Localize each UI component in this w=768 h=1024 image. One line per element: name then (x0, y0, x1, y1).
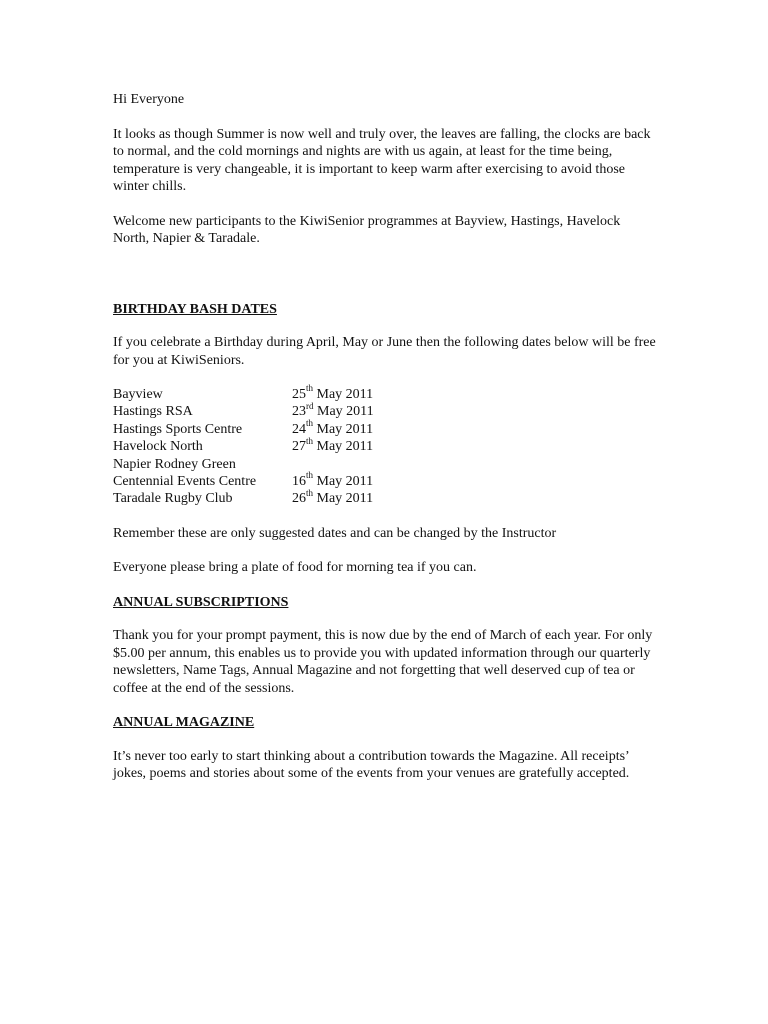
venue-name: Bayview (113, 387, 163, 402)
instructor-note: Remember these are only suggested dates and can be changed by the Instructor (113, 525, 557, 541)
venue-date: 27th May 2011 (292, 435, 374, 455)
morning-tea-note: Everyone please bring a plate of food for morning tea if you can. (113, 560, 477, 576)
subscriptions-body: Thank you for your prompt payment, this is now due by the end of March of each year. For only $5.00 per annum, this enables us to provide you with updated information through our quarterly newsletters, Name Tags, Annual Magazine and not forgetting that well deserved cup of tea or coffee at the end of the sessions. (113, 628, 653, 696)
birthday-intro: If you celebrate a Birthday during April, May or June then the following dates below will be free for you at KiwiSeniors. (113, 335, 656, 368)
venue-date: 16th May 2011 (292, 470, 374, 489)
date-row (113, 470, 658, 490)
venue-date: 24th May 2011 (292, 418, 374, 437)
intro-paragraph: It looks as though Summer is now well and truly over, the leaves are falling, the clocks are back to normal, and the cold mornings and nights are with us again, at least for the time being, temperature is very changeable, it is important to keep warm after exercising to avoid those winter chills. (113, 126, 651, 194)
venue-date: 26th May 2011 (292, 487, 374, 507)
date-row (113, 487, 658, 507)
greeting: Hi Everyone (113, 92, 185, 107)
date-row (113, 400, 658, 420)
venue-name: Napier Rodney Green (113, 456, 236, 472)
magazine-heading: ANNUAL MAGAZINE (113, 715, 255, 731)
magazine-body: It’s never too early to start thinking about a contribution towards the Magazine. All receipts’ jokes, poems and stories about some of the events from your venues are gratefully accepted. (113, 748, 630, 782)
venue-name: Havelock North (113, 439, 203, 455)
venue-date: 25th May 2011 (292, 383, 374, 402)
date-row (113, 456, 658, 473)
date-row (113, 383, 658, 403)
venue-date (292, 456, 658, 473)
venue-name: Hastings Sports Centre (113, 421, 243, 437)
venue-name: Taradale Rugby Club (113, 491, 233, 507)
venue-name: Hastings RSA (113, 404, 193, 420)
date-row (113, 435, 658, 455)
welcome-paragraph: Welcome new participants to the KiwiSenior programmes at Bayview, Hastings, Havelock North, Napier & Taradale. (113, 213, 621, 246)
birthday-heading: BIRTHDAY BASH DATES (113, 301, 277, 317)
date-row (113, 418, 658, 438)
birthday-dates-list (113, 383, 658, 508)
venue-date: 23rd May 2011 (292, 400, 374, 420)
venue-name: Centennial Events Centre (113, 473, 257, 489)
subscriptions-heading: ANNUAL SUBSCRIPTIONS (113, 594, 289, 610)
letter-page (113, 91, 658, 800)
